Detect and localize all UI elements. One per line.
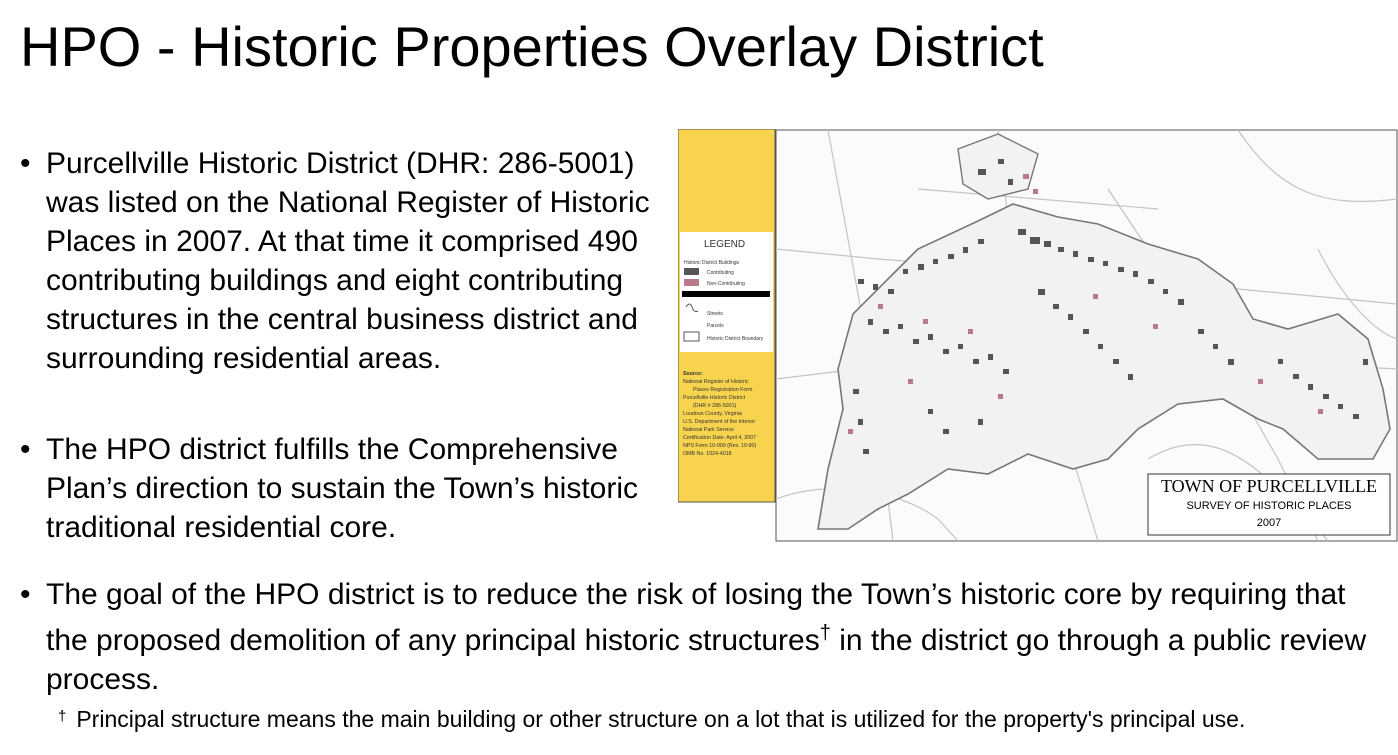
legend-title: LEGEND bbox=[704, 239, 746, 250]
bullet-text: Purcellville Historic District (DHR: 286-5001) was listed on the National Register of Historic Places in 2007. At that time it comprised 490 contributing buildings and eight contributing structures in the central business district and surrounding residential areas. bbox=[46, 147, 650, 375]
source-line: NPS Form 10-900 (Rev. 10-90) bbox=[683, 443, 757, 449]
map-caption-survey: SURVEY OF HISTORIC PLACES bbox=[1186, 500, 1352, 512]
source-line: National Park Service bbox=[683, 427, 734, 433]
map-caption-town: TOWN OF PURCELLVILLE bbox=[1161, 476, 1377, 496]
bullet-dot: • bbox=[20, 578, 31, 611]
source-line: National Register of Historic bbox=[683, 379, 749, 385]
bullet-dot: • bbox=[20, 433, 31, 466]
dagger-mark: † bbox=[819, 622, 831, 644]
source-line: Places Registration Form bbox=[693, 387, 753, 393]
bullet-text: The HPO district fulfills the Comprehensive Plan’s direction to sustain the Town’s historic traditional residential core. bbox=[46, 433, 638, 544]
legend-item-boundary: Historic District Boundary bbox=[707, 336, 764, 342]
legend-heading: Historic District Buildings bbox=[684, 260, 740, 266]
legend-item-streets: Streets bbox=[707, 311, 723, 317]
source-line: Certification Date: April 4, 2007 bbox=[683, 435, 757, 441]
bullet-dot: • bbox=[20, 147, 31, 180]
source-line: Loudoun County, Virginia bbox=[683, 411, 742, 417]
historic-district-map bbox=[678, 129, 1398, 542]
footnote bbox=[58, 705, 1245, 737]
legend-item-contributing: Contributing bbox=[707, 270, 734, 276]
source-line: (DHR # 286-5001) bbox=[693, 403, 737, 409]
legend-swatch-non-contributing bbox=[684, 279, 699, 286]
page-title: HPO - Historic Properties Overlay District bbox=[20, 15, 1044, 78]
goal-text-before: The goal of the HPO district is to reduce the risk of losing the Town’s historic core by requiring that the proposed demolition of any principal historic structures bbox=[46, 578, 1346, 657]
source-line: U.S. Department of the Interior bbox=[683, 419, 756, 425]
legend-item-non-contributing: Non-Contributing bbox=[707, 281, 745, 287]
goal-text-after: in the district go through a public review process. bbox=[46, 624, 1367, 696]
footnote-text: Principal structure means the main building or other structure on a lot that is utilized for the property's principal use. bbox=[76, 706, 1246, 732]
footnote-mark: † bbox=[58, 708, 67, 725]
map-caption-year: 2007 bbox=[1256, 517, 1282, 529]
source-label: Source: bbox=[683, 371, 703, 377]
source-line: Purcellville Historic District bbox=[683, 395, 746, 401]
bullet-historic-district bbox=[20, 144, 686, 378]
legend-item-parcels: Parcels bbox=[707, 323, 724, 329]
source-line: OMB No. 1024-4018 bbox=[683, 451, 732, 457]
bullet-goal bbox=[20, 575, 1376, 699]
bullet-comprehensive-plan bbox=[20, 430, 686, 547]
legend-swatch-contributing bbox=[684, 268, 699, 275]
legend-redaction-bar bbox=[682, 291, 770, 297]
